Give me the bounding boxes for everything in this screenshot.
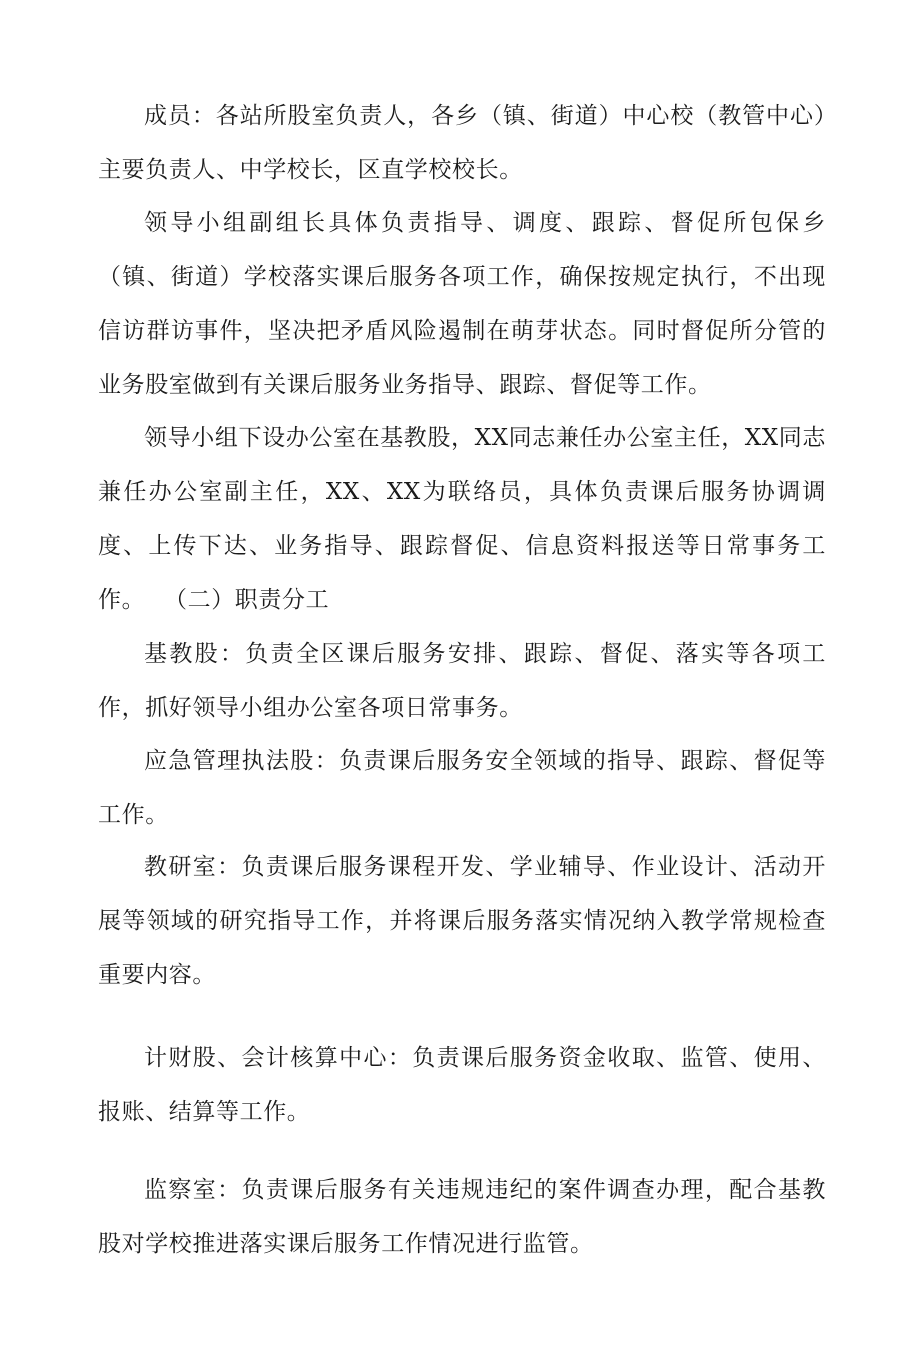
paragraph-supervision: 监察室：负责课后服务有关违规违纪的案件调查办理，配合基教股对学校推进落实课后服务工作情况进行监管。 (98, 1177, 826, 1257)
paragraph-emergency-management: 应急管理执法股：负责课后服务安全领域的指导、跟踪、督促等工作。 (98, 748, 826, 828)
paragraph-finance: 计财股、会计核算中心：负责课后服务资金收取、监管、使用、报账、结算等工作。 (98, 1045, 826, 1125)
paragraph-research-office: 教研室：负责课后服务课程开发、学业辅导、作业设计、活动开展等领域的研究指导工作，并将课后服务落实情况纳入教学常规检查重要内容。 (98, 854, 826, 988)
section-heading-duties: （二）职责分工 (164, 587, 330, 613)
paragraph-members: 成员：各站所股室负责人，各乡（镇、街道）中心校（教管中心）主要负责人、中学校长，区直学校校长。 (98, 103, 826, 183)
paragraph-deputy-leaders: 领导小组副组长具体负责指导、调度、跟踪、督促所包保乡（镇、街道）学校落实课后服务各项工作，确保按规定执行，不出现信访群访事件，坚决把矛盾风险遏制在萌芽状态。同时督促所分管的业务股室做到有关课后服务业务指导、跟踪、督促等工作。 (98, 210, 826, 398)
paragraph-office: 领导小组下设办公室在基教股，XX同志兼任办公室主任，XX同志兼任办公室副主任，XX、XX为联络员，具体负责课后服务协调调度、上传下达、业务指导、跟踪督促、信息资料报送等日常事务工作。 (98, 425, 826, 613)
paragraph-basic-education: 基教股：负责全区课后服务安排、跟踪、督促、落实等各项工作，抓好领导小组办公室各项日常事务。 (98, 641, 826, 721)
